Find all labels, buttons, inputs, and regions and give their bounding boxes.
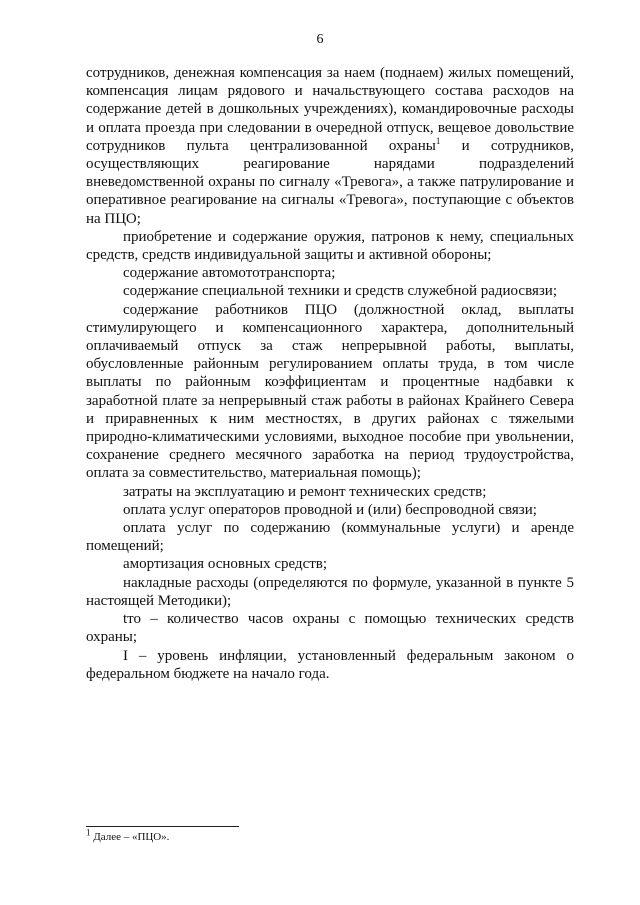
paragraph: I – уровень инфляции, установленный федеральным законом о федеральном бюджете на начало года.: [86, 647, 574, 682]
footnote-separator: [86, 826, 239, 827]
paragraph: [86, 64, 574, 228]
footnote-reference: 1: [435, 135, 441, 146]
paragraph: амортизация основных средств;: [123, 556, 328, 573]
paragraph: содержание работников ПЦО (должностной оклад, выплаты стимулирующего и компенсационного характера, дополнительный оплачиваемый отпуск за стаж непрерывной работы, выплаты, обусловленные районным регулированием оплаты труда, в том числе выплаты по районным коэффициентам и процентные надбавки к заработной плате за непрерывный стаж работы в районах Крайнего Севера и приравненных к ним местностях, в других районах с тяжелыми природно-климатическими условиями, выходное пособие при увольнении, сохранение среднего месячного заработка на период трудоустройства, оплата за совместительство, материальная помощь);: [86, 301, 574, 482]
footnote: [86, 827, 574, 844]
paragraph: содержание специальной техники и средств служебной радиосвязи;: [123, 283, 557, 300]
footnote-mark: 1: [86, 827, 91, 838]
paragraph-text-continued: и сотрудников, осуществляющих реагирование нарядами подразделений вневедомственной охраны по сигналу «Тревога», а также патрулирование и оперативное реагирование на сигналы «Тревога», поступающие с объектов на ПЦО;: [86, 137, 574, 227]
footnote-text: Далее – «ПЦО».: [90, 831, 170, 843]
paragraph: tто – количество часов охраны с помощью технических средств охраны;: [86, 611, 574, 646]
paragraph: накладные расходы (определяются по формуле, указанной в пункте 5 настоящей Методики);: [86, 574, 574, 609]
page-number: 6: [316, 32, 324, 47]
paragraph-text: сотрудников, денежная компенсация за наем (поднаем) жилых помещений, компенсация лицам рядового и начальствующего состава расходов на содержание детей в дошкольных учреждениях), командировочные расходы и оплата проезда при следовании в очередной отпуск, вещевое довольствие сотрудников пульта централизованной охраны: [86, 65, 574, 154]
paragraph: оплата услуг операторов проводной и (или) беспроводной связи;: [123, 501, 537, 518]
paragraph: затраты на эксплуатацию и ремонт технических средств;: [123, 483, 487, 500]
paragraph: оплата услуг по содержанию (коммунальные услуги) и аренде помещений;: [86, 520, 574, 555]
paragraph: приобретение и содержание оружия, патронов к нему, специальных средств, средств индивидуальной защиты и активной обороны;: [86, 228, 574, 264]
paragraph: содержание автомототранспорта;: [123, 265, 336, 282]
document-body: [86, 64, 574, 683]
